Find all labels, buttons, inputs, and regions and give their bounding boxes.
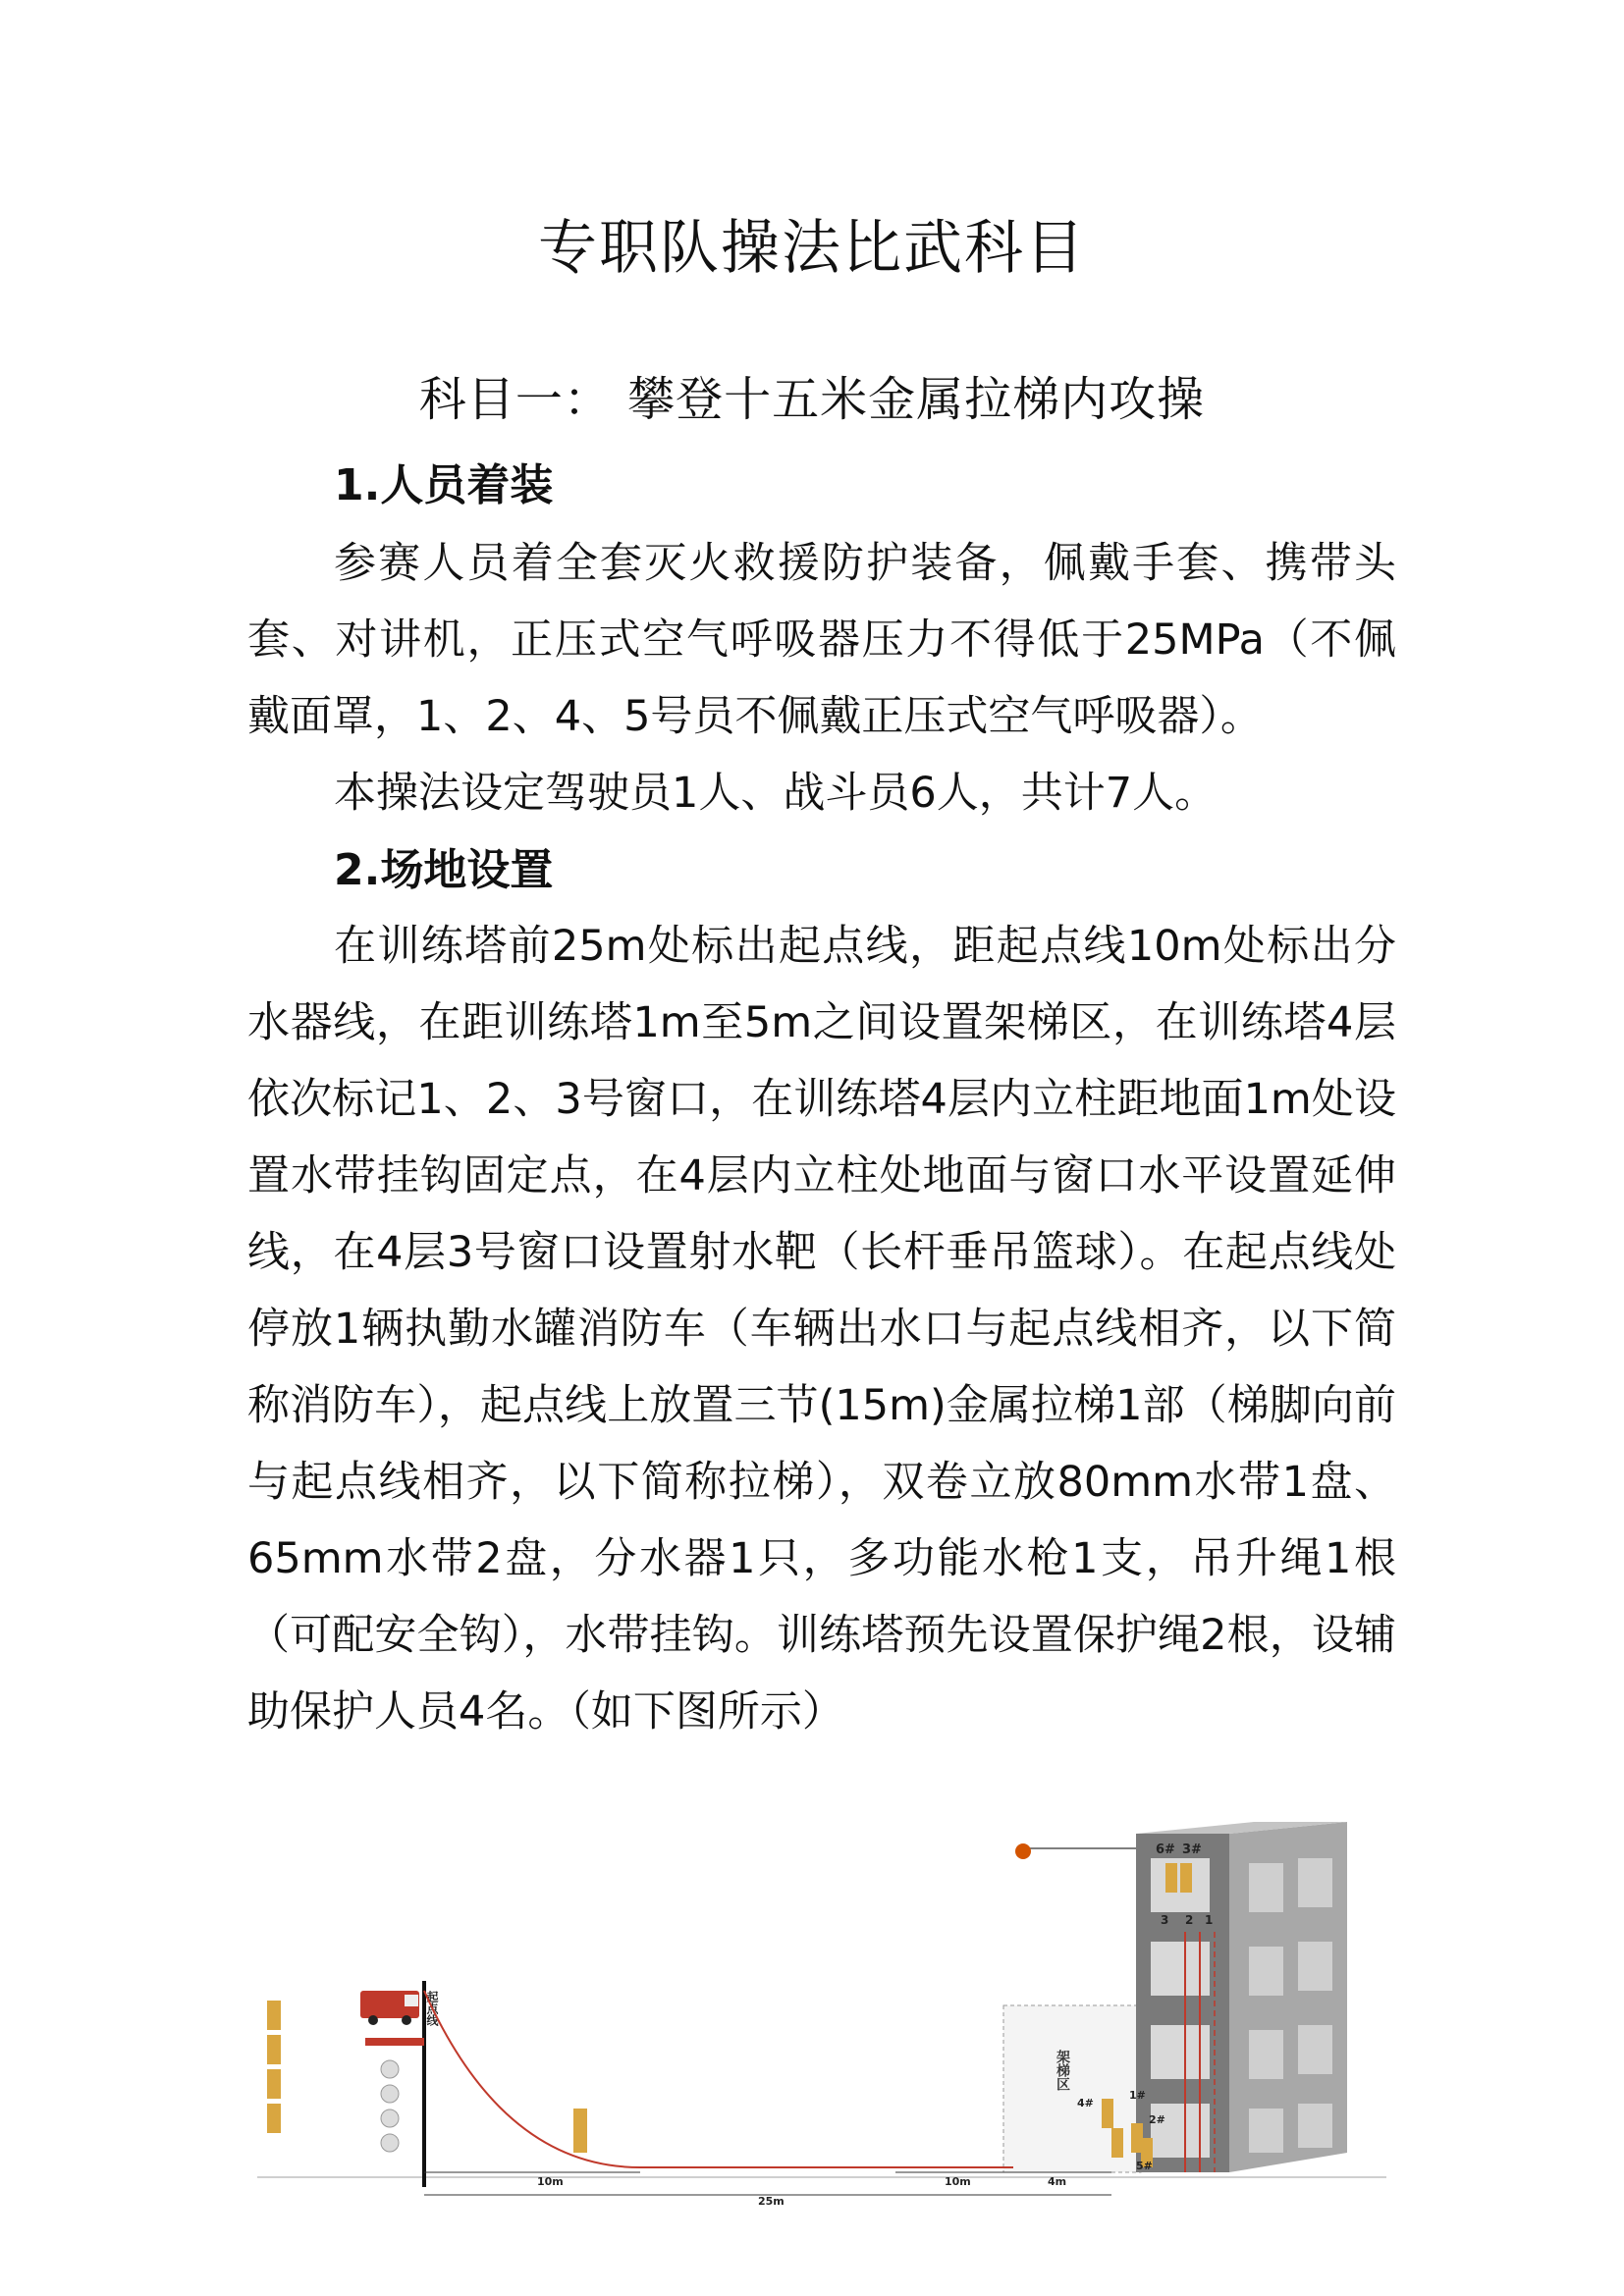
marker-5: 5#: [1136, 2160, 1153, 2172]
paragraph-attire: 参赛人员着全套灭火救援防护装备，佩戴手套、携带头套、对讲机，正压式空气呼吸器压力不得低于25MPa（不佩戴面罩，1、2、4、5号员不佩戴正压式空气呼吸器）。: [247, 539, 1396, 741]
water-target-ball: [1015, 1843, 1031, 1859]
marker-2: 2#: [1149, 2113, 1165, 2126]
window-3: 3: [1161, 1913, 1169, 1927]
team-lineup: [267, 2001, 281, 2133]
paragraph-staffing: 本操法设定驾驶员1人、战斗员6人，共计7人。: [334, 769, 1218, 818]
section-title: 科目一： 攀登十五米金属拉梯内攻操: [418, 372, 1206, 427]
tower-mark-3h: 3#: [1182, 1842, 1202, 1857]
dim-4m: 4m: [1048, 2175, 1067, 2188]
marker-4: 4#: [1077, 2097, 1094, 2109]
hose-rolls: [381, 2060, 399, 2152]
window-2: 2: [1185, 1913, 1194, 1927]
firefighter-window-b: [1180, 1863, 1192, 1893]
marker-1: 1#: [1129, 2089, 1146, 2102]
dim-25m: 25m: [758, 2195, 785, 2207]
paragraph-site-setup: 在训练塔前25m处标出起点线，距起点线10m处标出分水器线，在距训练塔1m至5m之间设置架梯区，在训练塔4层依次标记1、2、3号窗口，在训练塔4层内立柱距地面1m处设置水带挂钩固定点，在4层内立柱处地面与窗口水平设置延伸线，在4层3号窗口设置射水靶（长杆垂吊篮球）。在起点线处停放1辆执勤水罐消防车（车辆出水口与起点线相齐，以下简称消防车），起点线上放置三节(15m)金属拉梯1部（梯脚向前与起点线相齐，以下简称拉梯），双卷立放80mm水带1盘、65mm水带2盘，分水器1只，多功能水枪1支，吊升绳1根（可配安全钩），水带挂钩。训练塔预先设置保护绳2根，设辅助保护人员4名。（如下图所示）: [247, 922, 1396, 1736]
fire-truck: [360, 1991, 419, 2025]
heading-personnel-attire: 1.人员着装: [334, 460, 554, 510]
site-layout-diagram: [247, 1814, 1396, 2207]
ladder-zone-label: 架梯区: [1055, 2050, 1070, 2091]
site-layout-figure: [247, 1814, 1396, 2207]
window-1: 1: [1205, 1913, 1214, 1927]
firefighter-divider: [573, 2109, 587, 2153]
document-title: 专职队操法比武科目: [538, 214, 1086, 283]
dim-10m-a: 10m: [537, 2175, 564, 2188]
firefighter-window-a: [1165, 1863, 1177, 1893]
metal-ladder-ground: [365, 2038, 424, 2046]
hose-line: [424, 1991, 1013, 2167]
tower-mark-6: 6#: [1156, 1842, 1175, 1857]
dim-10m-b: 10m: [945, 2175, 971, 2188]
start-line-label: 起点线: [425, 1991, 439, 2026]
heading-site-setup: 2.场地设置: [334, 845, 554, 895]
